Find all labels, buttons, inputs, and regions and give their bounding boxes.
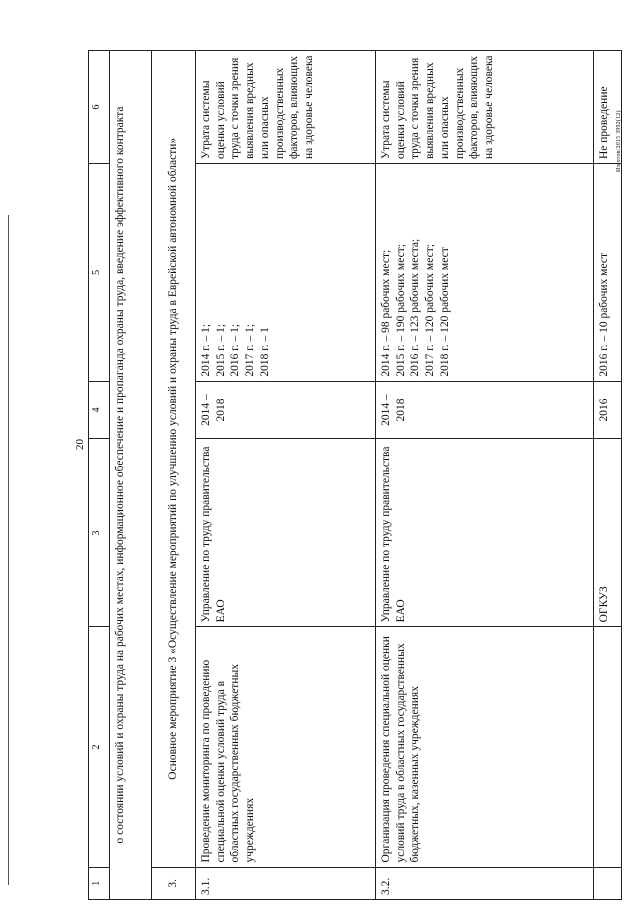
table-row (594, 51, 622, 900)
indicator-line: 2014 г. – 98 рабочих мест; (380, 249, 392, 377)
column-number: 5 (89, 164, 110, 382)
indicator-line: 2016 г. – 1; (229, 323, 242, 377)
indicator-line: 2017 г. – 120 рабочих мест; (424, 244, 437, 377)
row-period: 2016 (594, 381, 622, 439)
column-number: 1 (89, 867, 110, 899)
section-title: Основное мероприятие 3 «Осуществление мероприятий по улучшению условий и охраны труда в Еврейской автономной области» (152, 51, 196, 868)
indicator-line: 2018 г. – 1 (258, 327, 271, 377)
document-code: Изготов/2015 3992(12) (616, 110, 622, 172)
row-number: 3.1. (196, 867, 376, 899)
page-number: 20 (74, 439, 86, 450)
row-executor: Управление по труду правительства ЕАО (196, 439, 376, 627)
table-row (376, 51, 594, 900)
indicator-line: 2017 г. – 1; (244, 323, 257, 377)
activities-table (88, 50, 622, 900)
column-number: 6 (89, 51, 110, 164)
indicator-line: 2014 г. – 1; (200, 323, 212, 377)
indicator-line: 2018 г. – 120 рабочих мест (438, 247, 451, 377)
column-number: 4 (89, 381, 110, 439)
indicator-line: 2015 г. – 190 рабочих мест; (394, 244, 407, 377)
row-executor: Управление по труду правительства ЕАО (376, 439, 594, 627)
section-row (152, 51, 196, 900)
section-number: 3. (152, 867, 196, 899)
column-number: 2 (89, 627, 110, 867)
indicator-line: 2015 г. – 1; (214, 323, 227, 377)
row-consequence: Утрата системы оценки условий труда с точки зрения выявления вредных или опасных производственных факторов, влияющих на здоровье человека (376, 51, 594, 164)
row-number: 3.2. (376, 867, 594, 899)
row-number (594, 867, 622, 899)
row-consequence: Утрата системы оценки условий труда с точки зрения выявления вредных или опасных производственных факторов, влияющих на здоровье человека (196, 51, 376, 164)
row-indicators (594, 164, 622, 382)
intro-row (110, 51, 152, 900)
row-activity: Организация проведения специальной оценки условий труда в областных государственных бюджетных, казенных учреждениях (376, 627, 594, 867)
rotated-page (88, 50, 618, 900)
row-period: 2014 – 2018 (376, 381, 594, 439)
indicator-line: 2016 г. – 123 рабочих места; (409, 238, 422, 377)
column-number: 3 (89, 439, 110, 627)
row-executor: ОГКУЗ (594, 439, 622, 627)
row-indicators (196, 164, 376, 382)
intro-text: о состоянии условий и охраны труда на рабочих местах, информационное обеспечение и пропаганда охраны труда, введение эффективного контракта (110, 51, 152, 900)
binding-line (8, 215, 9, 885)
row-activity (594, 627, 622, 867)
indicator-line: 2016 г. – 10 рабочих мест (598, 253, 610, 377)
row-activity: Проведение мониторинга по проведению специальной оценки условий труда в областных государственных бюджетных учреждениях (196, 627, 376, 867)
table-row (196, 51, 376, 900)
row-consequence: Не проведение (594, 51, 622, 164)
row-indicators (376, 164, 594, 382)
row-period: 2014 – 2018 (196, 381, 376, 439)
column-numbers-row (89, 51, 110, 900)
